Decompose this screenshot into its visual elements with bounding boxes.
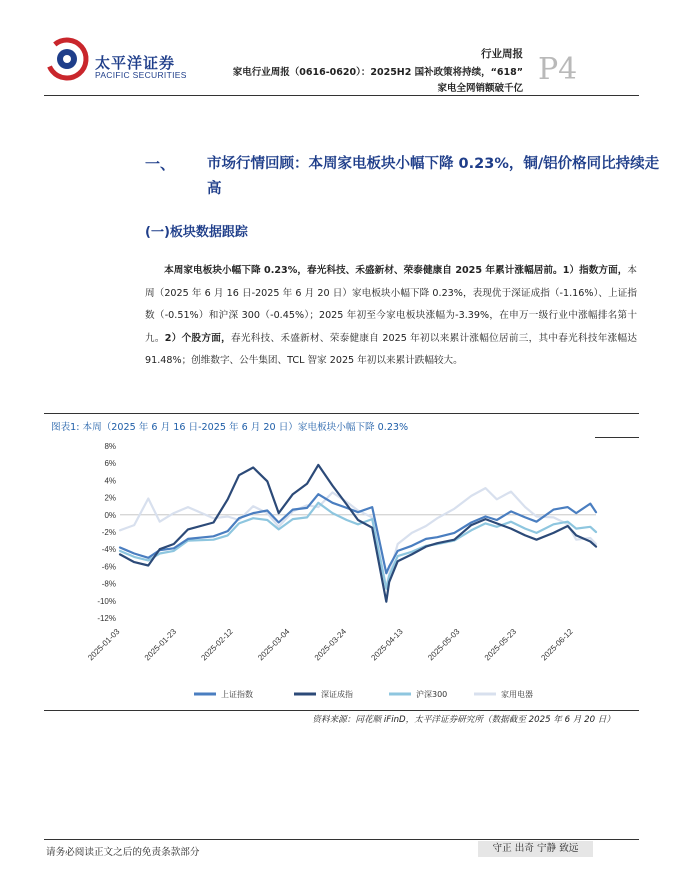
point1-text: 本周（2025 年 6 月 16 日-2025 年 6 月 20 日）家电板块小幅下降 0.23%，表现优于深证成指（-1.16%）、上证指数（-0.51%）和沪深 300（-0.45%）；2025 年初至今家电板块涨幅为-3.39%，在申万一级行业中涨幅排名第十九。 — [145, 265, 637, 344]
lead-sentence: 本周家电板块小幅下降 0.23%，春光科技、禾盛新材、荣泰健康自 2025 年累计涨幅居前。 — [164, 265, 563, 276]
chart-legend — [194, 689, 533, 699]
line-chart — [44, 438, 639, 710]
footer-disclaimer: 请务必阅读正文之后的免责条款部分 — [46, 847, 200, 858]
x-axis — [86, 627, 575, 663]
body-paragraph — [145, 260, 637, 373]
report-title-line1: 家电行业周报（0616-0620）：2025H2 国补政策将持续，“618” — [232, 67, 523, 78]
x-tick-label: 2025-01-03 — [86, 627, 122, 663]
point2-text: 春光科技、禾盛新材、荣泰健康自 2025 年初以来累计涨幅位居前三，其中春光科技年涨幅达 91.48%；创维数字、公牛集团、TCL 智家 2025 年初以来累计跌幅较大。 — [145, 332, 638, 366]
subsection-title: (一)板块数据跟踪 — [145, 225, 248, 240]
figure-top-rule — [44, 413, 639, 414]
figure-source: 资料来源：同花顺 iFinD，太平洋证券研究所（数据截至 2025 年 6 月 20 日） — [312, 715, 615, 725]
report-title-line2: 家电全网销额破千亿 — [437, 83, 523, 94]
footer-divider — [44, 839, 639, 840]
x-tick-label: 2025-05-03 — [426, 627, 462, 663]
x-tick-label: 2025-03-04 — [256, 627, 292, 663]
figure-caption: 本周（2025 年 6 月 16 日-2025 年 6 月 20 日）家电板块小幅下降 0.23% — [82, 422, 409, 433]
x-tick-label: 2025-06-12 — [539, 627, 575, 663]
point2-heading: 2）个股方面， — [164, 332, 231, 344]
logo-english-name: PACIFIC SECURITIES — [95, 70, 187, 80]
point1-heading: 1）指数方面， — [562, 265, 628, 276]
x-tick-label: 2025-02-12 — [199, 627, 235, 663]
section-number: 一、 — [145, 155, 176, 173]
legend-label-2: 深证成指 — [321, 690, 353, 699]
section-title: 市场行情回顾：本周家电板块小幅下降 0.23%，铜/铝价格同比持续走高 — [207, 156, 660, 197]
page-number: P4 — [538, 52, 578, 87]
x-tick-label: 2025-01-23 — [142, 627, 179, 663]
legend-label-4: 家用电器 — [501, 690, 533, 699]
y-tick-label: -12% — [97, 614, 116, 623]
header-divider — [44, 95, 639, 96]
y-tick-label: 6% — [104, 459, 116, 469]
x-tick-label: 2025-04-13 — [369, 627, 405, 663]
footer-motto: 守正 出奇 宁静 致远 — [478, 841, 593, 857]
x-tick-label: 2025-03-24 — [312, 627, 349, 663]
series-line-3 — [120, 503, 596, 589]
y-tick-label: -10% — [97, 596, 116, 606]
y-tick-label: -4% — [101, 545, 116, 555]
x-tick-label: 2025-05-23 — [482, 627, 519, 663]
y-tick-label: 4% — [104, 476, 116, 486]
report-category: 行业周报 — [481, 48, 523, 60]
figure-title — [48, 419, 408, 433]
legend-label-1: 上证指数 — [221, 690, 253, 699]
figure-label: 图表1: — [51, 422, 80, 433]
y-tick-label: 8% — [104, 442, 116, 451]
y-tick-label: -8% — [101, 579, 116, 589]
y-tick-label: -6% — [101, 562, 116, 572]
figure-bottom-rule — [44, 710, 639, 711]
y-tick-label: -2% — [101, 528, 116, 537]
y-tick-label: 0% — [104, 510, 116, 520]
chart-series — [120, 465, 596, 602]
legend-label-3: 沪深300 — [416, 690, 448, 699]
series-line-2 — [120, 465, 596, 602]
y-tick-label: 2% — [104, 493, 116, 503]
logo-chinese-name: 太平洋证券 — [95, 54, 176, 72]
